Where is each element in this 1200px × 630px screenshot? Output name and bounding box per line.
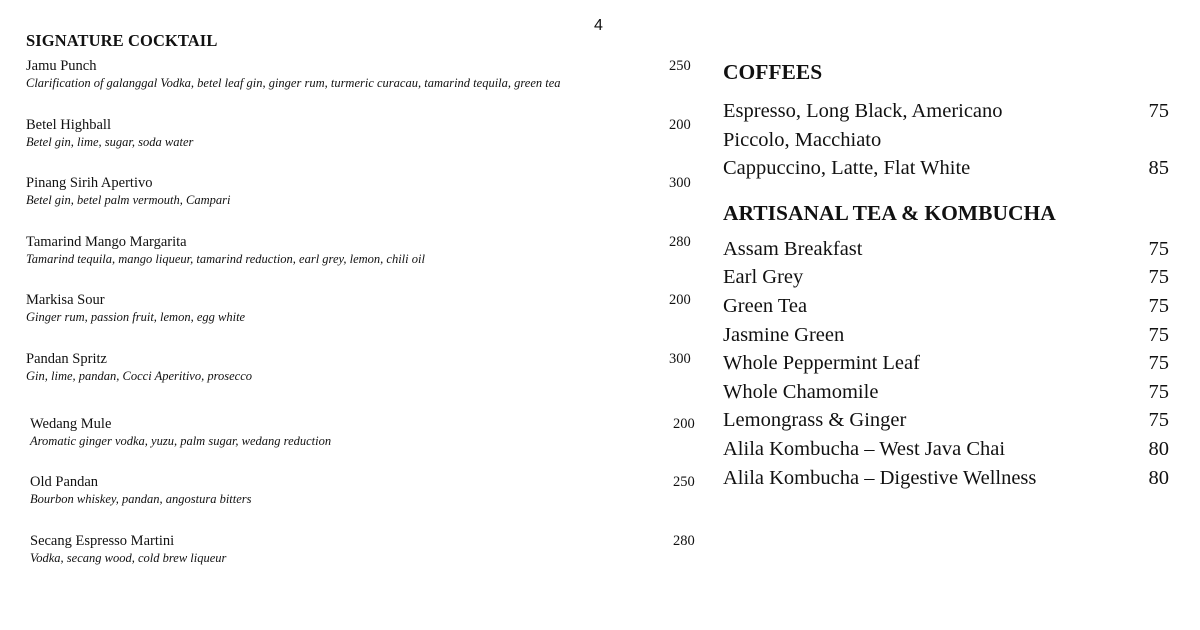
- item-price: 280: [673, 532, 695, 549]
- item-description: Gin, lime, pandan, Cocci Aperitivo, prosecco: [26, 368, 253, 383]
- item-price: 75: [1148, 100, 1169, 122]
- item-price: 80: [1148, 437, 1169, 460]
- item-name: Pinang Sirih Apertivo: [26, 175, 153, 191]
- menu-item: [26, 350, 706, 415]
- menu-row: [723, 349, 1169, 378]
- item-name: Espresso, Long Black, Americano: [723, 100, 1003, 122]
- item-name: Betel Highball: [26, 116, 111, 133]
- item-description: Vodka, secang wood, cold brew liqueur: [30, 550, 227, 565]
- item-name: Whole Peppermint Leaf: [723, 352, 920, 375]
- menu-item: [26, 415, 706, 474]
- item-price: 80: [1148, 466, 1169, 489]
- section-title-tea: ARTISANAL TEA & KOMBUCHA: [723, 200, 1056, 225]
- menu-row: [723, 435, 1169, 464]
- item-price: 300: [669, 350, 691, 367]
- menu-row: [723, 378, 1169, 407]
- menu-item: [26, 473, 706, 532]
- item-name: Jamu Punch: [26, 58, 97, 74]
- menu-item: [26, 174, 706, 233]
- menu-item: [26, 116, 706, 175]
- menu-row: [723, 235, 1169, 264]
- item-name: Markisa Sour: [26, 292, 105, 308]
- item-price: 75: [1148, 409, 1169, 432]
- item-description: Ginger rum, passion fruit, lemon, egg white: [26, 310, 246, 324]
- beverages-section: [723, 58, 1169, 492]
- item-description: Betel gin, lime, sugar, soda water: [26, 134, 194, 149]
- item-price: 250: [669, 58, 691, 74]
- menu-row: [723, 464, 1169, 493]
- item-price: 75: [1148, 237, 1169, 260]
- menu-item: [26, 233, 706, 292]
- item-price: 75: [1148, 323, 1169, 346]
- menu-item: [26, 291, 706, 350]
- item-price: 85: [1148, 157, 1169, 180]
- item-name: Alila Kombucha – West Java Chai: [723, 437, 1006, 460]
- menu-row: [723, 97, 1169, 126]
- item-price: 75: [1148, 294, 1169, 317]
- item-description: Aromatic ginger vodka, yuzu, palm sugar, wedang reduction: [30, 433, 332, 448]
- item-price: 75: [1148, 380, 1169, 403]
- item-name: Lemongrass & Ginger: [723, 409, 907, 432]
- item-description: Tamarind tequila, mango liqueur, tamarind reduction, earl grey, lemon, chili oil: [26, 251, 425, 266]
- item-price: 200: [669, 116, 691, 133]
- item-description: Clarification of galanggal Vodka, betel leaf gin, ginger rum, turmeric curacau, tamarind tequila, green tea: [26, 76, 561, 90]
- item-name: Pandan Spritz: [26, 350, 107, 367]
- item-name: Wedang Mule: [30, 415, 112, 432]
- item-name: Secang Espresso Martini: [30, 532, 175, 549]
- item-name: Piccolo, Macchiato: [723, 128, 882, 151]
- menu-row: [723, 126, 1169, 155]
- item-price: 200: [669, 292, 691, 308]
- section-title-signature: SIGNATURE COCKTAIL: [26, 31, 218, 50]
- item-price: 75: [1148, 352, 1169, 375]
- item-price: 300: [669, 175, 691, 191]
- item-price: 75: [1148, 266, 1169, 289]
- item-price: 280: [669, 233, 691, 250]
- menu-row: [723, 321, 1169, 350]
- item-name: Whole Chamomile: [723, 380, 879, 403]
- item-name: Tamarind Mango Margarita: [26, 233, 187, 250]
- item-description: Betel gin, betel palm vermouth, Campari: [26, 193, 231, 207]
- menu-item: [26, 532, 706, 591]
- menu-row: [723, 154, 1169, 183]
- item-name: Old Pandan: [30, 474, 99, 490]
- page-number: 4: [594, 17, 603, 34]
- item-name: Alila Kombucha – Digestive Wellness: [723, 466, 1037, 489]
- item-price: 200: [673, 415, 695, 432]
- item-name: Green Tea: [723, 294, 808, 317]
- section-gap: [723, 183, 1169, 199]
- signature-cocktail-section: [26, 31, 706, 590]
- item-price: 250: [673, 474, 695, 490]
- item-name: Assam Breakfast: [723, 237, 863, 260]
- item-name: Jasmine Green: [723, 323, 845, 346]
- item-description: Bourbon whiskey, pandan, angostura bitters: [30, 492, 252, 506]
- menu-row: [723, 406, 1169, 435]
- menu-row: [723, 263, 1169, 292]
- menu-row: [723, 292, 1169, 321]
- item-name: Cappuccino, Latte, Flat White: [723, 157, 971, 180]
- item-name: Earl Grey: [723, 266, 804, 289]
- menu-item: [26, 57, 706, 116]
- section-title-coffees: COFFEES: [723, 60, 823, 84]
